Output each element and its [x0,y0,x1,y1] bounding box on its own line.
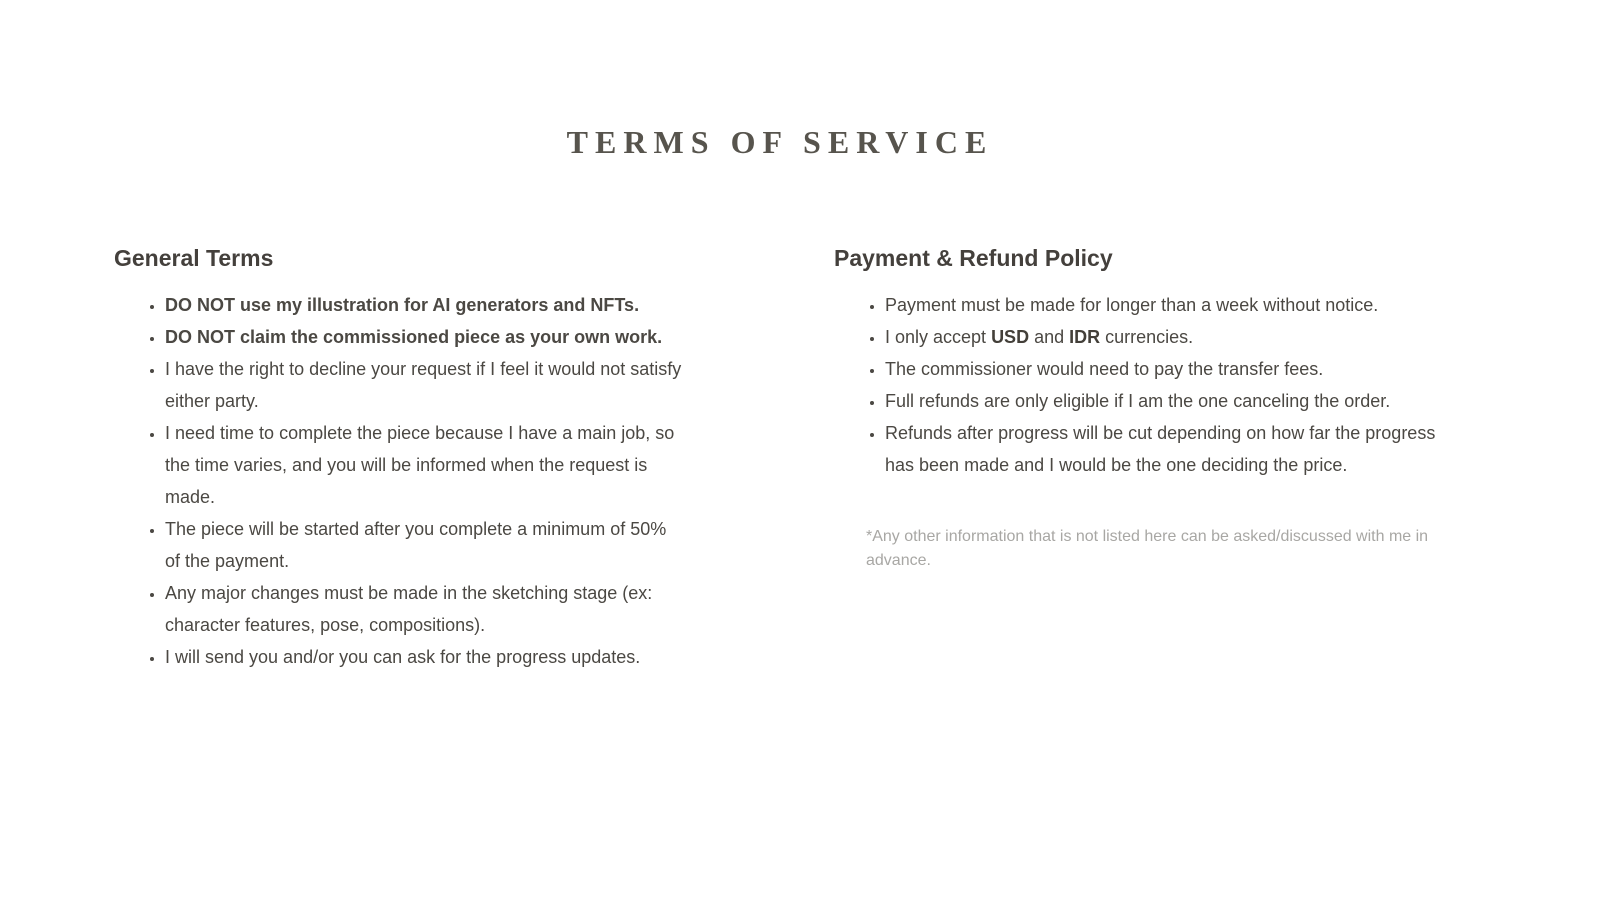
list-item [885,321,1446,353]
list-item: • DO NOT use my illustration for AI generators and NFTs. [165,289,685,321]
list-item: • I have the right to decline your request if I feel it would not satisfy either party. [165,353,685,417]
list-item: • I will send you and/or you can ask for the progress updates. [165,641,685,673]
currency-item-prefix: I only accept [885,327,992,348]
list-item: • The piece will be started after you complete a minimum of 50% of the payment. [165,513,685,577]
currency-item-connector: and [1029,327,1070,348]
general-terms-section [114,244,834,674]
currency-usd: USD [991,327,1030,348]
payment-refund-list [834,289,1446,481]
general-terms-heading: General Terms [114,244,274,271]
payment-refund-heading: Payment & Refund Policy [834,244,1113,271]
currency-item-suffix: currencies. [1100,327,1194,348]
list-item: • The commissioner would need to pay the transfer fees. [885,353,1446,385]
general-terms-list [114,289,834,673]
list-item: • DO NOT claim the commissioned piece as your own work. [165,321,685,353]
currency-idr: IDR [1069,327,1101,348]
payment-refund-section [834,244,1446,674]
list-item: • I need time to complete the piece because I have a main job, so the time varies, and you will be informed when the request is made. [165,417,685,513]
page-title: TERMS OF SERVICE [566,124,994,160]
footnote: *Any other information that is not listed here can be asked/discussed with me in advance. [866,528,1429,570]
list-item: • Any major changes must be made in the sketching stage (ex: character features, pose, compositions). [165,577,685,641]
list-item: • Full refunds are only eligible if I am the one canceling the order. [885,385,1446,417]
list-item: • Refunds after progress will be cut depending on how far the progress has been made and I would be the one deciding the price. [885,417,1446,481]
list-item: • Payment must be made for longer than a week without notice. [885,289,1446,321]
content-columns [114,244,1446,674]
